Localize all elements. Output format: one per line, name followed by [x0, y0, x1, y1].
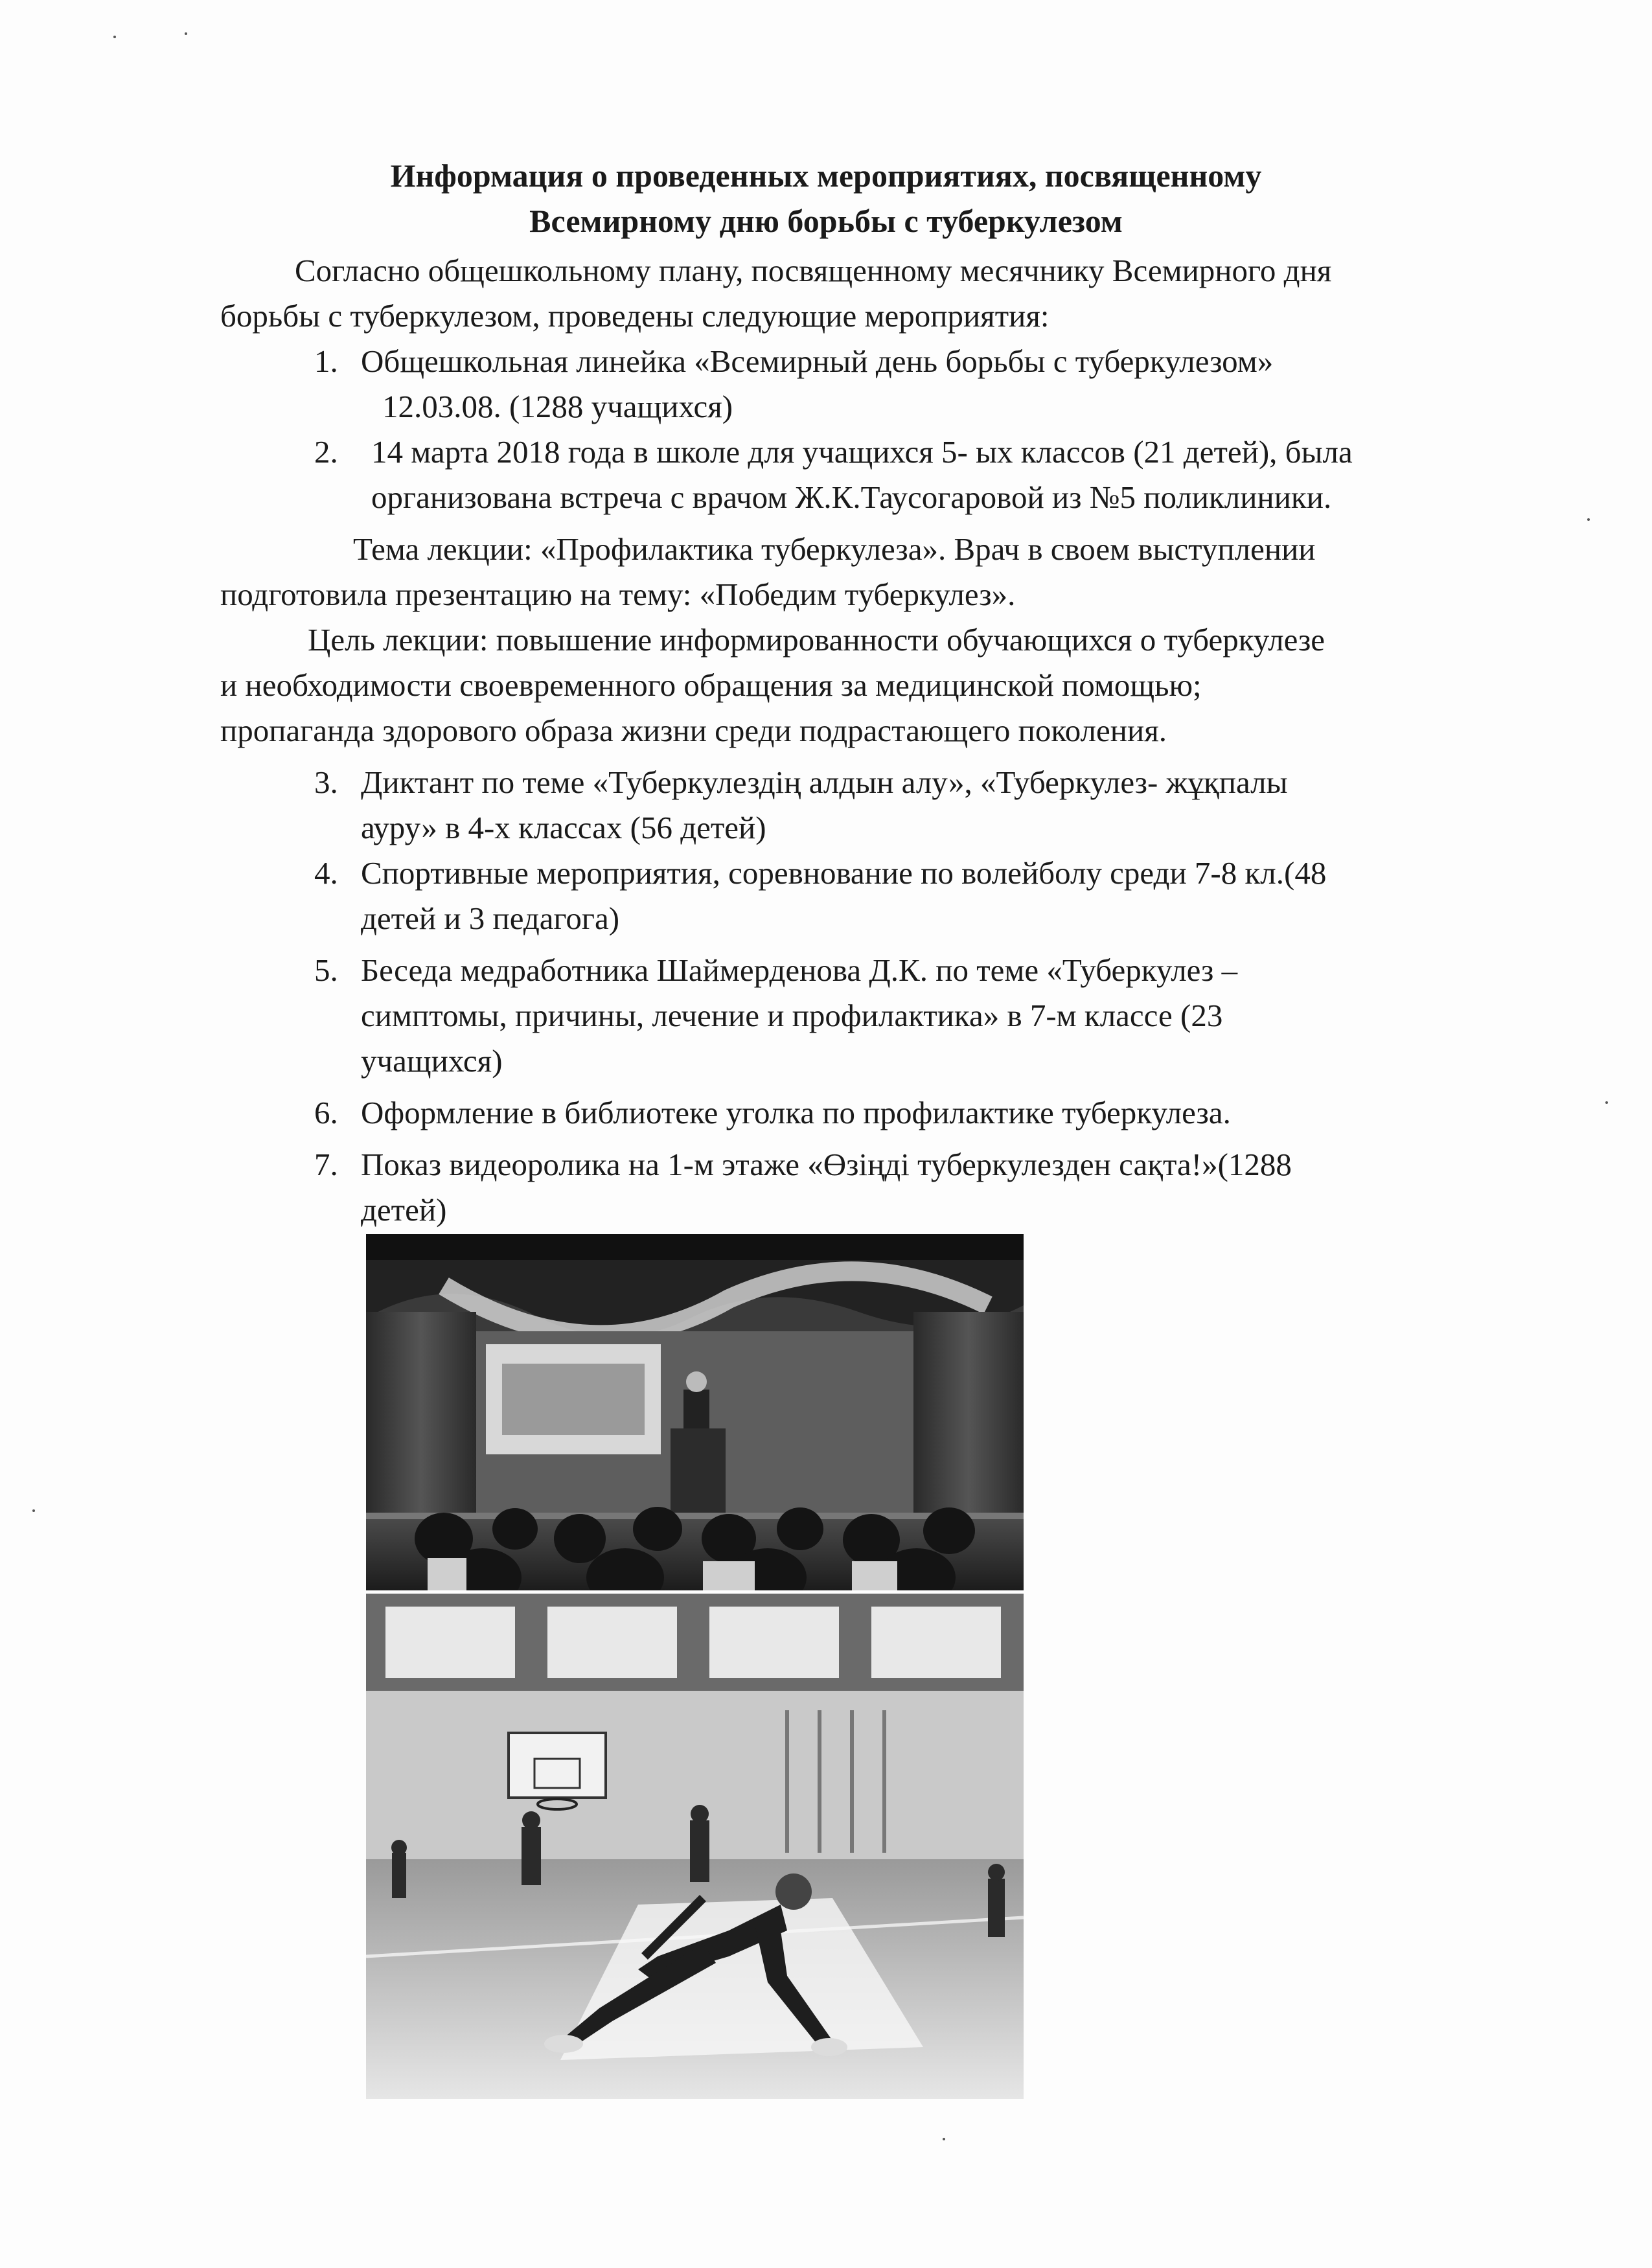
item-1-number: 1.	[314, 343, 338, 379]
scan-speck	[32, 1509, 35, 1512]
item-3-line-1: Диктант по теме «Туберкулездің алдын алу», «Туберкулез- жұқпалы	[361, 764, 1288, 800]
item-2-number: 2.	[314, 434, 338, 470]
scan-speck	[943, 2138, 945, 2140]
lecture-goal-line-2: и необходимости своевременного обращения за медицинской помощью;	[220, 667, 1202, 703]
item-2-line-1: 14 марта 2018 года в школе для учащихся 5- ых классов (21 детей), была	[371, 434, 1353, 470]
scan-speck	[1587, 518, 1590, 521]
item-3-number: 3.	[314, 764, 338, 800]
item-5-line-1: Беседа медработника Шаймерденова Д.К. по теме «Туберкулез –	[361, 952, 1238, 988]
lecture-topic-line-1: Тема лекции: «Профилактика туберкулеза». Врач в своем выступлении	[353, 531, 1316, 567]
lecture-goal-line-3: пропаганда здорового образа жизни среди подрастающего поколения.	[220, 713, 1167, 748]
item-2-line-2: организована встреча с врачом Ж.К.Таусогаровой из №5 поликлиники.	[371, 479, 1332, 515]
item-1-line-1: Общешкольная линейка «Всемирный день борьбы с туберкулезом»	[361, 343, 1274, 379]
item-4-line-2: детей и 3 педагога)	[361, 900, 620, 936]
lecture-topic-line-2: подготовила презентацию на тему: «Победим туберкулез».	[220, 577, 1016, 612]
item-5-number: 5.	[314, 952, 338, 988]
intro-line-2: борьбы с туберкулезом, проведены следующие мероприятия:	[220, 298, 1050, 334]
document-title-line-1: Информация о проведенных мероприятиях, посвященному	[390, 157, 1262, 194]
lecture-goal-line-1: Цель лекции: повышение информированности обучающихся о туберкулезе	[308, 622, 1325, 658]
item-4-number: 4.	[314, 855, 338, 891]
item-5-line-3: учащихся)	[361, 1043, 503, 1079]
intro-line-1: Согласно общешкольному плану, посвященному месячнику Всемирного дня	[295, 253, 1332, 288]
item-3-line-2: ауру» в 4-х классах (56 детей)	[361, 810, 766, 845]
gym-volleyball-photo	[366, 1594, 1024, 2099]
scan-speck	[1605, 1101, 1608, 1104]
item-6-number: 6.	[314, 1095, 338, 1130]
item-5-line-2: симптомы, причины, лечение и профилактика» в 7-м классе (23	[361, 998, 1223, 1033]
gym-volleyball-image	[366, 1594, 1024, 2099]
scan-speck	[113, 36, 116, 38]
item-6-line-1: Оформление в библиотеке уголка по профилактике туберкулеза.	[361, 1095, 1231, 1130]
item-1-line-2: 12.03.08. (1288 учащихся)	[382, 389, 733, 424]
item-7-number: 7.	[314, 1147, 338, 1182]
assembly-hall-photo	[366, 1234, 1024, 1590]
item-4-line-1: Спортивные мероприятия, соревнование по волейболу среди 7-8 кл.(48	[361, 855, 1327, 891]
assembly-hall-image	[366, 1234, 1024, 1590]
scan-speck	[185, 32, 187, 35]
document-title-line-2: Всемирному дню борьбы с туберкулезом	[529, 203, 1123, 239]
item-7-line-2: детей)	[361, 1192, 447, 1228]
item-7-line-1: Показ видеоролика на 1-м этаже «Өзіңді туберкулезден сақта!»(1288	[361, 1147, 1292, 1182]
